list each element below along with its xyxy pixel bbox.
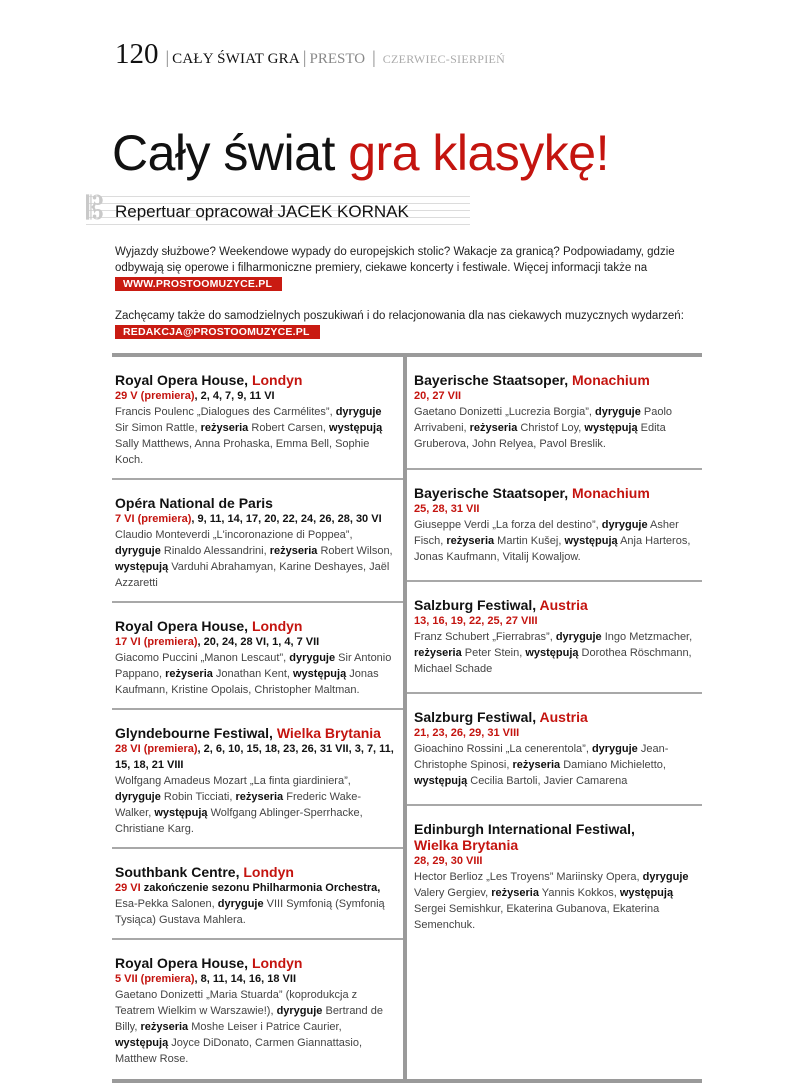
description-text: Christof Loy, (517, 422, 585, 434)
venue-name: Edinburgh International Festiwal, (414, 821, 635, 837)
role-label: występują (414, 775, 468, 787)
dates-rest: zakończenie sezonu Philharmonia Orchestra, (140, 882, 381, 894)
website-link[interactable]: WWW.PROSTOOMUZYCE.PL (115, 277, 282, 291)
event-description (414, 629, 696, 677)
description-text: Yannis Kokkos, (538, 887, 620, 899)
event-description (115, 650, 397, 698)
description-text: Ingo Metzmacher, (601, 631, 693, 643)
event-dates (414, 388, 696, 404)
event-dates (115, 388, 397, 404)
event-entry (112, 710, 403, 849)
description-text: Francis Poulenc „Dialogues des Carmélites”, (115, 406, 336, 418)
venue-location: Londyn (251, 955, 303, 971)
role-label: dyryguje (115, 545, 161, 557)
event-dates (414, 853, 696, 869)
dates-highlight: 29 VI (115, 882, 141, 894)
description-text: Jean-Christophe Spinosi, (414, 743, 669, 771)
content-flow (112, 244, 702, 1083)
role-label: występują (293, 668, 347, 680)
description-text: Sir Simon Rattle, (115, 422, 201, 434)
role-label: występują (584, 422, 638, 434)
magazine-name: PRESTO (309, 51, 366, 67)
description-text: Giuseppe Verdi „La forza del destino”, (414, 519, 602, 531)
venue-location: Austria (539, 597, 588, 613)
role-label: dyryguje (217, 898, 264, 910)
venue-location: Londyn (251, 372, 303, 388)
event-entry (407, 357, 702, 470)
dates-rest: , 2, 6, 10, 15, 18, 23, 26, 31 VII, 3, 7, 11, 15, 18, 21 VIII (115, 743, 394, 771)
role-label: reżyseria (269, 545, 318, 557)
role-label: występują (525, 647, 579, 659)
role-label: występują (619, 887, 674, 899)
event-dates (115, 880, 397, 896)
venue-location: Monachium (571, 372, 650, 388)
role-label: dyryguje (335, 406, 382, 418)
page-number: 120 (115, 38, 159, 70)
description-text: Asher Fisch, (414, 519, 679, 547)
venue-name: Royal Opera House, (115, 618, 252, 634)
venue-name: Opéra National de Paris (115, 495, 273, 511)
description-text: Sir Antonio Pappano, (115, 652, 392, 680)
dates-highlight: 21, 23, 26, 29, 31 VIII (414, 727, 520, 739)
description-text: Jonas Kaufmann, Kristine Opolais, Christopher Maltman. (115, 668, 379, 696)
description-text: Hector Berlioz „Les Troyens” Mariinsky Opera, (414, 871, 643, 883)
description-text: Gioachino Rossini „La cenerentola”, (414, 743, 592, 755)
description-text: Esa-Pekka Salonen, (115, 898, 218, 910)
venue-location: Londyn (243, 864, 294, 880)
description-text: Gaetano Donizetti „Maria Stuarda” (koprodukcja z Teatrem Wielkim w Warszawie!), (115, 989, 358, 1017)
title-black: Cały świat (112, 125, 349, 181)
description-text: Damiano Michieletto, (560, 759, 666, 771)
dates-highlight: 25, 28, 31 VII (414, 503, 480, 515)
role-label: reżyseria (200, 422, 249, 434)
event-description (414, 517, 696, 565)
event-entry (407, 470, 702, 582)
website-row (115, 276, 715, 292)
title-red: gra klasykę! (348, 125, 610, 181)
venue-title (115, 495, 397, 511)
description-text: Peter Stein, (461, 647, 526, 659)
description-text: Franz Schubert „Fierrabras”, (414, 631, 556, 643)
description-text: Robert Wilson, (317, 545, 393, 557)
intro (112, 244, 715, 340)
intro-paragraph: Zachęcamy także do samodzielnych poszukiwań i do relacjonowania dla nas ciekawych muzycznych wydarzeń: (115, 310, 684, 322)
event-entry (112, 849, 403, 940)
description-text: Varduhi Abrahamyan, Karine Deshayes, Jaël Azzaretti (115, 561, 390, 589)
staff-line (86, 196, 470, 197)
description-text: Valery Gergiev, (414, 887, 492, 899)
role-label: reżyseria (235, 791, 284, 803)
right-column (407, 357, 702, 1079)
role-label: reżyseria (469, 422, 518, 434)
event-dates (414, 501, 696, 517)
dates-rest: , 8, 11, 14, 16, 18 VII (194, 973, 297, 985)
event-description (115, 404, 397, 468)
role-label: reżyseria (446, 535, 495, 547)
left-column (112, 357, 407, 1079)
venue-name: Bayerische Staatsoper, (414, 485, 572, 501)
event-entry (407, 806, 702, 1079)
spacer (115, 292, 715, 308)
venue-name: Glyndebourne Festiwal, (115, 725, 277, 741)
venue-title (115, 372, 397, 388)
description-text: VIII Symfonią (Symfonią Tysiąca) Gustava Mahlera. (115, 898, 385, 926)
venue-name: Southbank Centre, (115, 864, 244, 880)
role-label: dyryguje (276, 1005, 323, 1017)
repertoire-table (112, 353, 702, 1083)
event-entry (112, 603, 403, 710)
venue-title (115, 618, 397, 634)
venue-location: Wielka Brytania (276, 725, 381, 741)
dates-highlight: 7 VI (premiera) (115, 513, 192, 525)
dates-rest: , 9, 11, 14, 17, 20, 22, 24, 26, 28, 30 VI (191, 513, 382, 525)
venue-title (414, 821, 696, 853)
description-text: Cecilia Bartoli, Javier Camarena (467, 775, 628, 787)
alto-clef-icon: 𝄡 (86, 189, 104, 227)
event-description (414, 741, 696, 789)
role-label: dyryguje (601, 519, 648, 531)
description-text: Martin Kušej, (494, 535, 565, 547)
event-entry (407, 582, 702, 694)
role-label: dyryguje (594, 406, 641, 418)
role-label: dyryguje (555, 631, 602, 643)
event-description (115, 896, 397, 928)
event-description (414, 869, 696, 933)
venue-title (115, 864, 397, 880)
event-dates (115, 971, 397, 987)
dates-highlight: 5 VII (premiera) (115, 973, 195, 985)
intro-paragraph: Wyjazdy służbowe? Weekendowe wypady do europejskich stolic? Wakacje za granicą? Podpowiadamy, gdzie odbywają się operowe i filharmoniczne premiery, ciekawe koncerty i festiwale. Więcej informacji także na (115, 246, 675, 274)
description-text: Dorothea Röschmann, Michael Schade (414, 647, 692, 675)
event-dates (414, 613, 696, 629)
dates-highlight: 20, 27 VII (414, 390, 462, 402)
email-row (115, 324, 715, 340)
event-description (115, 773, 397, 837)
description-text: Giacomo Puccini „Manon Lescaut”, (115, 652, 290, 664)
description-text: Wolfgang Amadeus Mozart „La finta giardiniera”, (115, 775, 351, 787)
event-description (115, 527, 397, 591)
role-label: dyryguje (642, 871, 689, 883)
description-text: Bertrand de Billy, (115, 1005, 383, 1033)
issue-name: CZERWIEC-SIERPIEŃ (382, 52, 506, 66)
role-label: dyryguje (289, 652, 336, 664)
description-text: Frederic Wake-Walker, (115, 791, 361, 819)
venue-title (414, 485, 696, 501)
description-text: Paolo Arrivabeni, (414, 406, 673, 434)
description-text: Robert Carsen, (248, 422, 330, 434)
event-dates (115, 741, 397, 773)
venue-title (414, 372, 696, 388)
description-text: Gaetano Donizetti „Lucrezia Borgia”, (414, 406, 595, 418)
venue-title (414, 597, 696, 613)
description-text: Wolfgang Ablinger-Sperrhacke, Christiane Karg. (115, 807, 363, 835)
venue-name: Royal Opera House, (115, 372, 252, 388)
description-text: Rinaldo Alessandrini, (160, 545, 270, 557)
role-label: występują (115, 561, 169, 573)
venue-name: Bayerische Staatsoper, (414, 372, 572, 388)
role-label: dyryguje (591, 743, 638, 755)
description-text: Jonathan Kent, (212, 668, 293, 680)
description-text: Joyce DiDonato, Carmen Giannattasio, Matthew Rose. (115, 1037, 363, 1065)
venue-location: Monachium (571, 485, 650, 501)
header-separator: | (372, 47, 376, 67)
venue-title (115, 725, 397, 741)
event-entry (112, 940, 403, 1079)
venue-title (414, 709, 696, 725)
dates-highlight: 17 VI (premiera) (115, 636, 198, 648)
section-name: CAŁY ŚWIAT GRA (172, 51, 300, 67)
role-label: reżyseria (165, 668, 213, 680)
subtitle: Repertuar opracował JACEK KORNAK (115, 202, 409, 221)
description-text: Anja Harteros, Jonas Kaufmann, Vitalij Kowaljow. (414, 535, 691, 563)
role-label: reżyseria (491, 887, 539, 899)
venue-location: Wielka Brytania (414, 837, 519, 853)
description-text: Sally Matthews, Anna Prohaska, Emma Bell, Sophie Koch. (115, 438, 370, 466)
venue-name: Royal Opera House, (115, 955, 252, 971)
event-entry (112, 357, 403, 480)
venue-location: Londyn (251, 618, 303, 634)
header-separator: | (165, 47, 170, 67)
dates-highlight: 28, 29, 30 VIII (414, 855, 483, 867)
staff-line (86, 224, 470, 225)
description-text: Robin Ticciati, (160, 791, 236, 803)
role-label: występują (329, 422, 383, 434)
venue-name: Salzburg Festiwal, (414, 709, 540, 725)
running-header (115, 38, 505, 71)
dates-highlight: 29 V (premiera) (115, 390, 195, 402)
event-dates (115, 511, 397, 527)
email-link[interactable]: REDAKCJA@PROSTOOMUZYCE.PL (115, 325, 320, 339)
role-label: reżyseria (414, 647, 462, 659)
event-entry (407, 694, 702, 806)
description-text: Claudio Monteverdi „L'incoronazione di Poppea”, (115, 529, 353, 541)
event-entry (112, 480, 403, 603)
event-description (115, 987, 397, 1067)
event-description (414, 404, 696, 452)
venue-title (115, 955, 397, 971)
role-label: występują (564, 535, 618, 547)
venue-name: Salzburg Festiwal, (414, 597, 540, 613)
description-text: Edita Gruberova, John Relyea, Pavol Breslik. (414, 422, 666, 450)
role-label: występują (154, 807, 208, 819)
dates-rest: , 20, 24, 28 VI, 1, 4, 7 VII (197, 636, 320, 648)
role-label: reżyseria (512, 759, 561, 771)
role-label: reżyseria (140, 1021, 189, 1033)
event-dates (115, 634, 397, 650)
description-text: Moshe Leiser i Patrice Caurier, (188, 1021, 342, 1033)
dates-highlight: 28 VI (premiera) (115, 743, 198, 755)
dates-rest: , 2, 4, 7, 9, 11 VI (194, 390, 275, 402)
dates-highlight: 13, 16, 19, 22, 25, 27 VIII (414, 615, 538, 627)
description-text: Sergei Semishkur, Ekaterina Gubanova, Ekaterina Semenchuk. (414, 903, 660, 931)
role-label: dyryguje (115, 791, 161, 803)
header-separator: | (302, 47, 307, 67)
role-label: występują (115, 1037, 169, 1049)
event-dates (414, 725, 696, 741)
page-title (112, 123, 609, 183)
venue-location: Austria (539, 709, 588, 725)
